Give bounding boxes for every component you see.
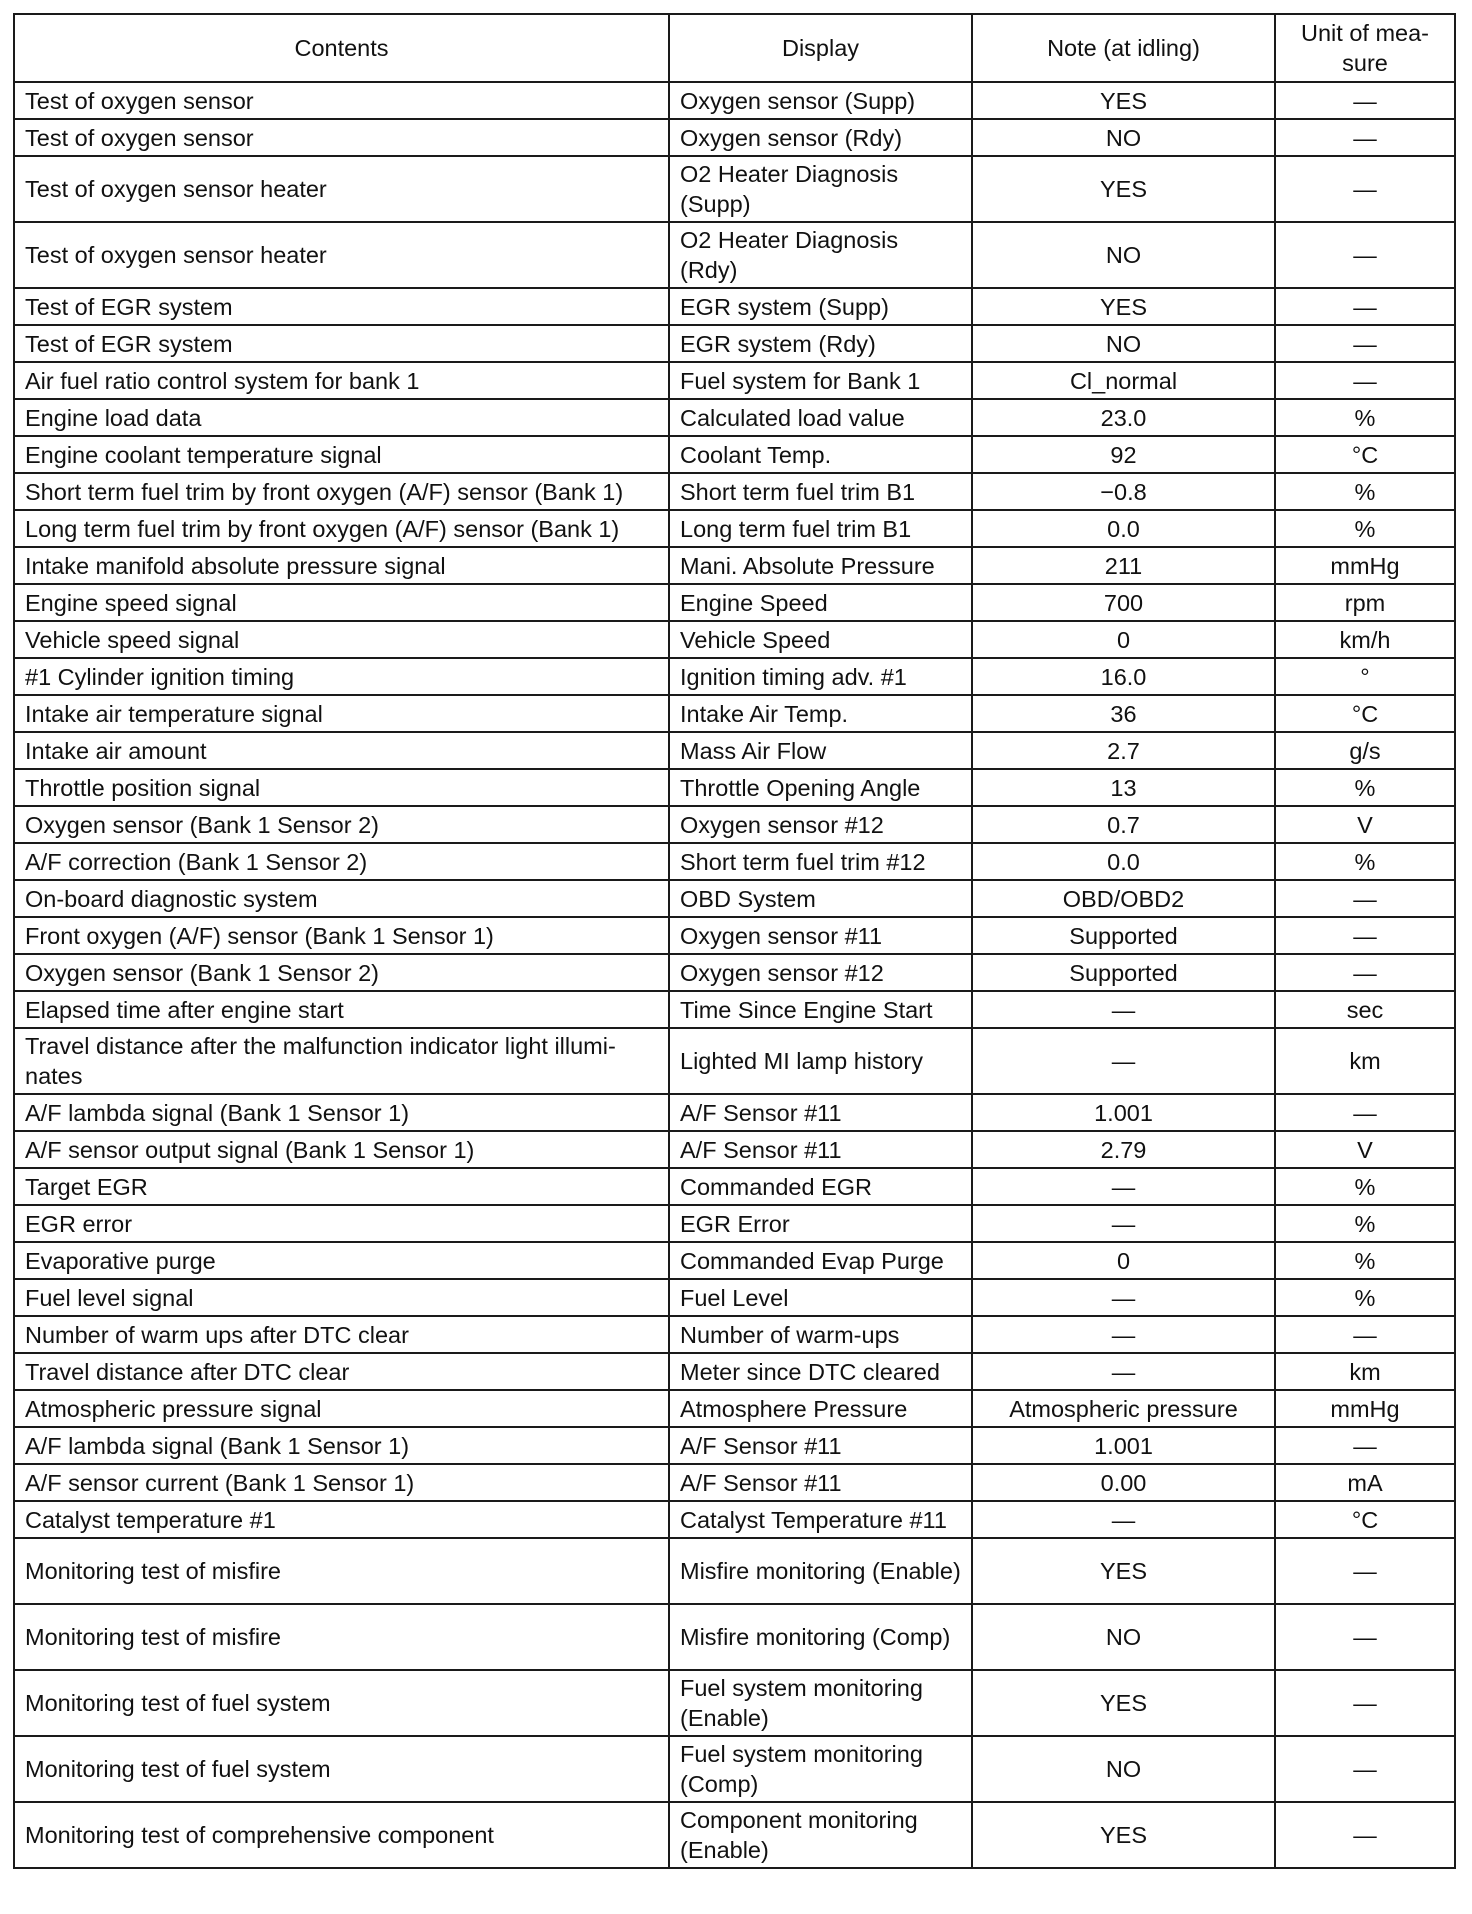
cell-contents: Oxygen sensor (Bank 1 Sensor 2) — [14, 806, 669, 843]
cell-note: NO — [972, 325, 1275, 362]
cell-note: YES — [972, 1802, 1275, 1868]
cell-display: Engine Speed — [669, 584, 972, 621]
table-row — [14, 1094, 1455, 1131]
cell-contents: Test of EGR system — [14, 288, 669, 325]
cell-note: 700 — [972, 584, 1275, 621]
table-row — [14, 1670, 1455, 1736]
cell-note: Supported — [972, 954, 1275, 991]
cell-display: Meter since DTC cleared — [669, 1353, 972, 1390]
cell-contents: Long term fuel trim by front oxygen (A/F) sensor (Bank 1) — [14, 510, 669, 547]
cell-unit: mA — [1275, 1464, 1455, 1501]
table-row — [14, 325, 1455, 362]
table-row — [14, 156, 1455, 222]
cell-contents: A/F sensor output signal (Bank 1 Sensor 1) — [14, 1131, 669, 1168]
cell-display: Intake Air Temp. — [669, 695, 972, 732]
cell-unit: % — [1275, 399, 1455, 436]
header-unit: Unit of mea-sure — [1275, 14, 1455, 82]
cell-unit: — — [1275, 119, 1455, 156]
table-row — [14, 399, 1455, 436]
table-row — [14, 843, 1455, 880]
table-row — [14, 954, 1455, 991]
cell-contents: A/F lambda signal (Bank 1 Sensor 1) — [14, 1427, 669, 1464]
cell-display: Misfire monitoring (Enable) — [669, 1538, 972, 1604]
cell-note: 0.7 — [972, 806, 1275, 843]
cell-unit: rpm — [1275, 584, 1455, 621]
cell-contents: Test of oxygen sensor heater — [14, 156, 669, 222]
cell-unit: V — [1275, 1131, 1455, 1168]
table-row — [14, 1501, 1455, 1538]
cell-contents: Oxygen sensor (Bank 1 Sensor 2) — [14, 954, 669, 991]
cell-contents: Monitoring test of comprehensive component — [14, 1802, 669, 1868]
cell-contents: Engine speed signal — [14, 584, 669, 621]
cell-display: Coolant Temp. — [669, 436, 972, 473]
cell-display: Oxygen sensor #12 — [669, 806, 972, 843]
cell-unit: — — [1275, 1802, 1455, 1868]
table-row — [14, 510, 1455, 547]
cell-note: 0 — [972, 621, 1275, 658]
cell-display: A/F Sensor #11 — [669, 1464, 972, 1501]
cell-note: YES — [972, 1538, 1275, 1604]
cell-unit: — — [1275, 1427, 1455, 1464]
cell-note: 0.00 — [972, 1464, 1275, 1501]
cell-note: 16.0 — [972, 658, 1275, 695]
cell-note: YES — [972, 1670, 1275, 1736]
cell-note: — — [972, 1316, 1275, 1353]
cell-contents: Test of oxygen sensor — [14, 119, 669, 156]
cell-note: 0.0 — [972, 510, 1275, 547]
cell-display: Oxygen sensor (Rdy) — [669, 119, 972, 156]
table-row — [14, 658, 1455, 695]
cell-contents: Intake air temperature signal — [14, 695, 669, 732]
cell-display: Number of warm-ups — [669, 1316, 972, 1353]
table-row — [14, 1427, 1455, 1464]
cell-note: 0.0 — [972, 843, 1275, 880]
table-row — [14, 917, 1455, 954]
cell-unit: — — [1275, 1094, 1455, 1131]
table-body — [14, 82, 1455, 1868]
cell-note: YES — [972, 288, 1275, 325]
cell-contents: EGR error — [14, 1205, 669, 1242]
cell-note: NO — [972, 119, 1275, 156]
table-row — [14, 436, 1455, 473]
cell-display: EGR system (Supp) — [669, 288, 972, 325]
table-row — [14, 1802, 1455, 1868]
cell-contents: Air fuel ratio control system for bank 1 — [14, 362, 669, 399]
cell-display: Oxygen sensor (Supp) — [669, 82, 972, 119]
table-row — [14, 621, 1455, 658]
table-row — [14, 695, 1455, 732]
cell-display: Commanded Evap Purge — [669, 1242, 972, 1279]
cell-unit: — — [1275, 1736, 1455, 1802]
cell-note: NO — [972, 222, 1275, 288]
cell-unit: % — [1275, 843, 1455, 880]
cell-display: Fuel Level — [669, 1279, 972, 1316]
cell-display: Fuel system monitoring (Comp) — [669, 1736, 972, 1802]
cell-contents: Test of oxygen sensor heater — [14, 222, 669, 288]
cell-unit: % — [1275, 1168, 1455, 1205]
cell-display: EGR system (Rdy) — [669, 325, 972, 362]
cell-display: Mani. Absolute Pressure — [669, 547, 972, 584]
table-row — [14, 1464, 1455, 1501]
table-row — [14, 806, 1455, 843]
cell-contents: Catalyst temperature #1 — [14, 1501, 669, 1538]
cell-unit: — — [1275, 288, 1455, 325]
table-row — [14, 584, 1455, 621]
cell-note: OBD/OBD2 — [972, 880, 1275, 917]
table-row — [14, 732, 1455, 769]
cell-contents: Monitoring test of fuel system — [14, 1670, 669, 1736]
cell-unit: % — [1275, 1279, 1455, 1316]
cell-display: Oxygen sensor #12 — [669, 954, 972, 991]
cell-note: 13 — [972, 769, 1275, 806]
cell-note: — — [972, 1353, 1275, 1390]
cell-note: NO — [972, 1604, 1275, 1670]
table-row — [14, 1353, 1455, 1390]
cell-unit: °C — [1275, 1501, 1455, 1538]
cell-contents: Monitoring test of fuel system — [14, 1736, 669, 1802]
cell-unit: % — [1275, 510, 1455, 547]
cell-display: Vehicle Speed — [669, 621, 972, 658]
table-row — [14, 288, 1455, 325]
table-row — [14, 1279, 1455, 1316]
table-row — [14, 82, 1455, 119]
cell-note: 211 — [972, 547, 1275, 584]
cell-contents: #1 Cylinder ignition timing — [14, 658, 669, 695]
cell-note: NO — [972, 1736, 1275, 1802]
table-row — [14, 1390, 1455, 1427]
cell-contents: A/F correction (Bank 1 Sensor 2) — [14, 843, 669, 880]
cell-note: Atmospheric pressure — [972, 1390, 1275, 1427]
cell-note: YES — [972, 82, 1275, 119]
cell-contents: A/F lambda signal (Bank 1 Sensor 1) — [14, 1094, 669, 1131]
cell-note: — — [972, 1501, 1275, 1538]
cell-contents: Monitoring test of misfire — [14, 1538, 669, 1604]
cell-display: A/F Sensor #11 — [669, 1427, 972, 1464]
cell-contents: Travel distance after DTC clear — [14, 1353, 669, 1390]
cell-unit: mmHg — [1275, 1390, 1455, 1427]
cell-note: 2.79 — [972, 1131, 1275, 1168]
cell-unit: °C — [1275, 436, 1455, 473]
cell-unit: — — [1275, 954, 1455, 991]
cell-unit: % — [1275, 1242, 1455, 1279]
cell-unit: % — [1275, 769, 1455, 806]
table-row — [14, 1736, 1455, 1802]
table-row — [14, 473, 1455, 510]
header-row — [14, 14, 1455, 82]
cell-note: — — [972, 1279, 1275, 1316]
cell-note: — — [972, 991, 1275, 1028]
cell-contents: Test of EGR system — [14, 325, 669, 362]
table-row — [14, 547, 1455, 584]
table-row — [14, 1168, 1455, 1205]
header-note: Note (at idling) — [972, 14, 1275, 82]
cell-display: Fuel system monitoring (Enable) — [669, 1670, 972, 1736]
cell-display: Oxygen sensor #11 — [669, 917, 972, 954]
cell-display: A/F Sensor #11 — [669, 1094, 972, 1131]
table-row — [14, 1538, 1455, 1604]
cell-unit: km — [1275, 1028, 1455, 1094]
cell-display: O2 Heater Diagnosis (Supp) — [669, 156, 972, 222]
cell-contents: Elapsed time after engine start — [14, 991, 669, 1028]
cell-unit: V — [1275, 806, 1455, 843]
cell-display: Mass Air Flow — [669, 732, 972, 769]
cell-unit: km — [1275, 1353, 1455, 1390]
cell-display: Component monitoring (Enable) — [669, 1802, 972, 1868]
cell-contents: A/F sensor current (Bank 1 Sensor 1) — [14, 1464, 669, 1501]
cell-contents: Vehicle speed signal — [14, 621, 669, 658]
cell-display: OBD System — [669, 880, 972, 917]
cell-unit: — — [1275, 222, 1455, 288]
cell-unit: — — [1275, 917, 1455, 954]
cell-display: Lighted MI lamp history — [669, 1028, 972, 1094]
cell-contents: Fuel level signal — [14, 1279, 669, 1316]
cell-contents: Travel distance after the malfunction indicator light illumi-nates — [14, 1028, 669, 1094]
cell-note: — — [972, 1205, 1275, 1242]
cell-display: O2 Heater Diagnosis (Rdy) — [669, 222, 972, 288]
cell-contents: Engine coolant temperature signal — [14, 436, 669, 473]
cell-display: Short term fuel trim #12 — [669, 843, 972, 880]
header-contents: Contents — [14, 14, 669, 82]
cell-contents: Intake air amount — [14, 732, 669, 769]
cell-contents: Number of warm ups after DTC clear — [14, 1316, 669, 1353]
cell-contents: Throttle position signal — [14, 769, 669, 806]
cell-unit: mmHg — [1275, 547, 1455, 584]
cell-note: 36 — [972, 695, 1275, 732]
cell-display: EGR Error — [669, 1205, 972, 1242]
cell-contents: Short term fuel trim by front oxygen (A/F) sensor (Bank 1) — [14, 473, 669, 510]
cell-contents: Engine load data — [14, 399, 669, 436]
cell-note: 92 — [972, 436, 1275, 473]
cell-note: 1.001 — [972, 1427, 1275, 1464]
cell-note: 2.7 — [972, 732, 1275, 769]
cell-unit: — — [1275, 82, 1455, 119]
cell-unit: — — [1275, 1670, 1455, 1736]
cell-unit: — — [1275, 156, 1455, 222]
table-row — [14, 769, 1455, 806]
cell-contents: Target EGR — [14, 1168, 669, 1205]
cell-display: Time Since Engine Start — [669, 991, 972, 1028]
table-row — [14, 1242, 1455, 1279]
cell-contents: Intake manifold absolute pressure signal — [14, 547, 669, 584]
table-row — [14, 991, 1455, 1028]
cell-display: Catalyst Temperature #11 — [669, 1501, 972, 1538]
cell-unit: — — [1275, 880, 1455, 917]
cell-note: Supported — [972, 917, 1275, 954]
table-row — [14, 362, 1455, 399]
cell-display: Short term fuel trim B1 — [669, 473, 972, 510]
cell-display: Commanded EGR — [669, 1168, 972, 1205]
table-row — [14, 1205, 1455, 1242]
cell-note: 1.001 — [972, 1094, 1275, 1131]
table-row — [14, 1316, 1455, 1353]
cell-note: — — [972, 1168, 1275, 1205]
cell-unit: sec — [1275, 991, 1455, 1028]
cell-contents: Monitoring test of misfire — [14, 1604, 669, 1670]
cell-unit: — — [1275, 325, 1455, 362]
cell-contents: Evaporative purge — [14, 1242, 669, 1279]
cell-display: Calculated load value — [669, 399, 972, 436]
cell-note: Cl_normal — [972, 362, 1275, 399]
diagnostic-data-table — [13, 13, 1456, 1869]
cell-note: 0 — [972, 1242, 1275, 1279]
cell-display: Throttle Opening Angle — [669, 769, 972, 806]
table-row — [14, 1131, 1455, 1168]
cell-unit: km/h — [1275, 621, 1455, 658]
cell-display: A/F Sensor #11 — [669, 1131, 972, 1168]
cell-note: — — [972, 1028, 1275, 1094]
cell-contents: Test of oxygen sensor — [14, 82, 669, 119]
cell-display: Misfire monitoring (Comp) — [669, 1604, 972, 1670]
cell-unit: — — [1275, 1316, 1455, 1353]
cell-contents: Front oxygen (A/F) sensor (Bank 1 Sensor 1) — [14, 917, 669, 954]
table-row — [14, 222, 1455, 288]
cell-display: Long term fuel trim B1 — [669, 510, 972, 547]
cell-display: Atmosphere Pressure — [669, 1390, 972, 1427]
cell-unit: — — [1275, 1604, 1455, 1670]
cell-note: 23.0 — [972, 399, 1275, 436]
cell-unit: g/s — [1275, 732, 1455, 769]
cell-unit: ° — [1275, 658, 1455, 695]
table-row — [14, 880, 1455, 917]
cell-display: Ignition timing adv. #1 — [669, 658, 972, 695]
cell-unit: % — [1275, 473, 1455, 510]
cell-note: −0.8 — [972, 473, 1275, 510]
cell-note: YES — [972, 156, 1275, 222]
cell-unit: — — [1275, 1538, 1455, 1604]
cell-contents: Atmospheric pressure signal — [14, 1390, 669, 1427]
header-display: Display — [669, 14, 972, 82]
cell-unit: — — [1275, 362, 1455, 399]
table-row — [14, 119, 1455, 156]
cell-contents: On-board diagnostic system — [14, 880, 669, 917]
table-row — [14, 1604, 1455, 1670]
cell-unit: % — [1275, 1205, 1455, 1242]
table-row — [14, 1028, 1455, 1094]
cell-unit: °C — [1275, 695, 1455, 732]
cell-display: Fuel system for Bank 1 — [669, 362, 972, 399]
